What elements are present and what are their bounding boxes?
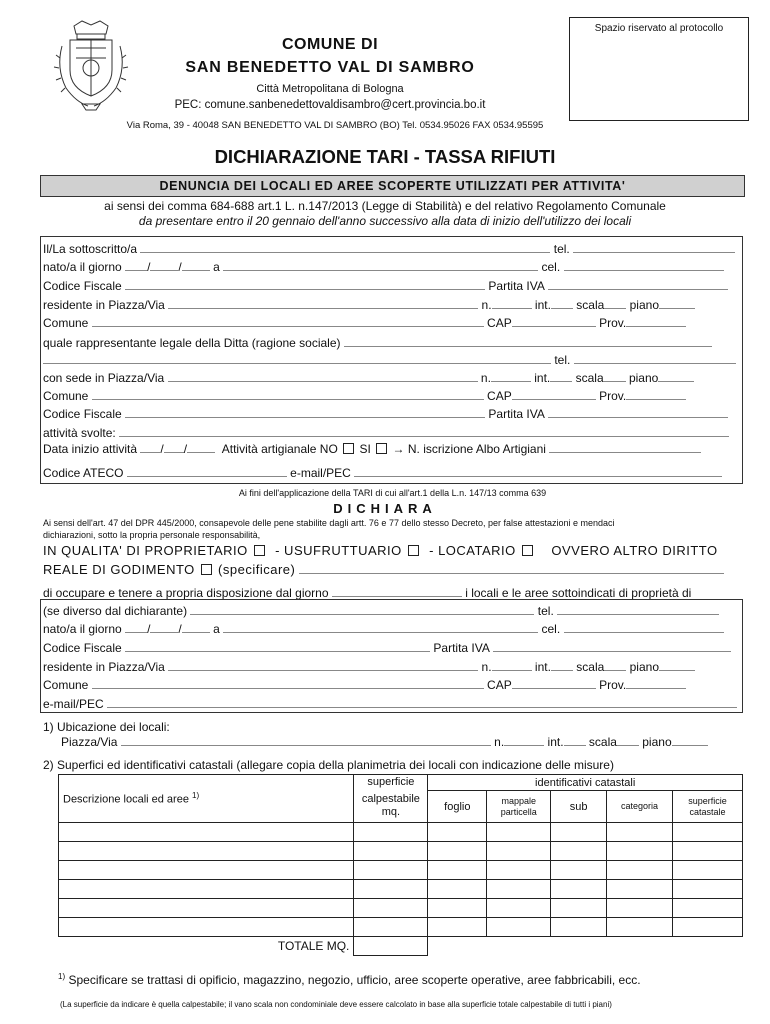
owner-cel-field[interactable]	[564, 622, 724, 633]
header-sup-catastale: superficie catastale	[673, 791, 743, 823]
birth-day-field[interactable]	[125, 260, 147, 271]
owner-scala-field[interactable]	[604, 660, 626, 671]
sede-piano-field[interactable]	[658, 371, 694, 382]
header-desc: Descrizione locali ed aree $^{1)}$	[59, 775, 354, 823]
totale-label: TOTALE MQ.	[277, 939, 350, 954]
subtitle-deadline: da presentare entro il 20 gennaio dell'anno successivo alla data di inizio dell'utilizzo dei locali	[138, 214, 632, 228]
ragione-sociale-field-2[interactable]	[43, 353, 551, 364]
header-categoria: categoria	[607, 791, 673, 823]
attivita-row: attività svolte:	[43, 425, 729, 441]
ragione-sociale-field[interactable]	[344, 336, 712, 347]
start-year-field[interactable]	[187, 442, 215, 453]
sede-scala-field[interactable]	[604, 371, 626, 382]
sede-comune-row: Comune CAP Prov.	[43, 388, 686, 404]
birth-place-field[interactable]	[223, 260, 538, 271]
owner-comune-field[interactable]	[92, 678, 484, 689]
owner-number-field[interactable]	[492, 660, 532, 671]
owner-int-field[interactable]	[551, 660, 573, 671]
protocol-label: Spazio riservato al protocollo	[594, 23, 724, 34]
attivita-field[interactable]	[119, 426, 729, 437]
table-row[interactable]	[59, 899, 743, 918]
birth-month-field[interactable]	[150, 260, 178, 271]
ubicazione-number-field[interactable]	[504, 735, 544, 746]
footnote-1: $^{1)}$ Specificare se trattasi di opificio, magazzino, negozio, ufficio, aree scoperte operative, aree fabbricabili, ecc.	[58, 972, 641, 987]
header-sub: sub	[551, 791, 607, 823]
legale-row: quale rappresentante legale della Ditta (ragione sociale)	[43, 335, 712, 351]
owner-comune-row: Comune CAP Prov.	[43, 677, 686, 693]
occupare-row: di occupare e tenere a propria disposizione dal giorno i locali e le aree sottoindicati di proprietà di	[43, 586, 692, 600]
usufruttuario-checkbox[interactable]	[408, 545, 419, 556]
data-inizio-row: Data inizio attività / / Attività artigianale NO SI → N. iscrizione Albo Artigiani	[43, 441, 701, 457]
ubicazione-title: 1) Ubicazione dei locali:	[43, 720, 170, 734]
totale-row	[59, 937, 743, 956]
owner-cf-row: Codice Fiscale Partita IVA	[43, 640, 731, 656]
table-row[interactable]	[59, 842, 743, 861]
sede-comune-field[interactable]	[92, 389, 484, 400]
legale-row2: tel.	[43, 352, 736, 368]
header-identificativi: identificativi catastali	[428, 775, 743, 791]
sede-prov-field[interactable]	[626, 389, 686, 400]
owner-name-field[interactable]	[190, 604, 534, 615]
owner-residente-field[interactable]	[168, 660, 478, 671]
subtitle-law: ai sensi dei comma 684-688 art.1 L. n.147/2013 (Legge di Stabilità) e del relativo Regolamento Comunale	[104, 199, 666, 213]
ateco-field[interactable]	[127, 466, 287, 477]
occupation-date-field[interactable]	[332, 586, 462, 597]
table-row[interactable]	[59, 918, 743, 937]
ubicazione-scala-field[interactable]	[617, 735, 639, 746]
owner-residente-row: residente in Piazza/Via n. int. scala piano	[43, 659, 695, 675]
ateco-row: Codice ATECO e-mail/PEC	[43, 465, 722, 481]
residente-field[interactable]	[168, 298, 478, 309]
ditta-cf-row: Codice Fiscale Partita IVA	[43, 406, 728, 422]
qualita-row: IN QUALITA' DI PROPRIETARIO - USUFRUTTUARIO - LOCATARIO OVVERO ALTRO DIRITTO	[43, 543, 718, 558]
header-comune: COMUNE DI	[281, 36, 379, 53]
altro-diritto-checkbox[interactable]	[201, 564, 212, 575]
ubicazione-field[interactable]	[121, 735, 491, 746]
header-superficie: superficie	[354, 775, 428, 791]
artigianale-si-checkbox[interactable]	[376, 443, 387, 454]
header-pec: PEC: comune.sanbenedettovaldisambro@cert.provincia.bo.it	[174, 99, 486, 111]
owner-cap-field[interactable]	[512, 678, 596, 689]
comune-field[interactable]	[92, 316, 484, 327]
ditta-tel-field[interactable]	[574, 353, 736, 364]
ubicazione-int-field[interactable]	[564, 735, 586, 746]
ditta-email-field[interactable]	[354, 466, 722, 477]
locatario-checkbox[interactable]	[522, 545, 533, 556]
sensi-line-1: Ai sensi dell'art. 47 del DPR 445/2000, consapevole delle pene stabilite dagli artt. 76 e 77 dello stesso Decreto, per false attestazioni e mendaci	[43, 518, 615, 528]
tel-field[interactable]	[573, 242, 735, 253]
birth-year-field[interactable]	[182, 260, 210, 271]
sede-number-field[interactable]	[491, 371, 531, 382]
table-header-row-1	[59, 775, 743, 791]
prov-field[interactable]	[626, 316, 686, 327]
int-field[interactable]	[551, 298, 573, 309]
owner-email-field[interactable]	[107, 697, 737, 708]
start-month-field[interactable]	[164, 442, 184, 453]
residente-row: residente in Piazza/Via n. int. scala piano	[43, 297, 695, 313]
table-row[interactable]	[59, 880, 743, 899]
dichiara-title: DICHIARA	[333, 501, 437, 516]
owner-birth-month-field[interactable]	[150, 622, 178, 633]
arrow-icon: →	[392, 442, 405, 456]
owner-nato-row: nato/a il giorno / / a cel.	[43, 621, 724, 637]
start-day-field[interactable]	[140, 442, 160, 453]
owner-tel-field[interactable]	[557, 604, 719, 615]
cap-field[interactable]	[512, 316, 596, 327]
owner-piano-field[interactable]	[659, 660, 695, 671]
protocol-box	[569, 17, 749, 121]
footnote-2: (La superficie da indicare è quella calpestabile; il vano scala non condominiale deve essere calcolato in base alla superficie totale calpestabile di tutti i piani)	[60, 1000, 612, 1009]
ai-fini-text: Ai fini dell'applicazione della TARI di cui all'art.1 della L.n. 147/13 comma 639	[238, 488, 547, 498]
ubicazione-piano-field[interactable]	[672, 735, 708, 746]
superfici-title: 2) Superfici ed identificativi catastali (allegare copia della planimetria dei locali con indicazione delle misure)	[43, 758, 614, 772]
sede-cap-field[interactable]	[512, 389, 596, 400]
diverso-row: (se diverso dal dichiarante) tel.	[43, 603, 719, 619]
owner-email-row: e-mail/PEC	[43, 696, 737, 712]
nato-row: nato/a il giorno / / a cel.	[43, 259, 724, 275]
sottoscritto-field[interactable]	[140, 242, 550, 253]
section-band: DENUNCIA DEI LOCALI ED AREE SCOPERTE UTILIZZATI PER ATTIVITA'	[40, 175, 745, 197]
header-metro: Città Metropolitana di Bologna	[256, 83, 404, 95]
comune-row: Comune CAP Prov.	[43, 315, 686, 331]
ubicazione-row: Piazza/Via n. int. scala piano	[61, 734, 708, 750]
cel-field[interactable]	[564, 260, 724, 271]
owner-prov-field[interactable]	[626, 678, 686, 689]
albo-field[interactable]	[549, 442, 701, 453]
totale-field[interactable]	[354, 937, 428, 956]
header-town: SAN BENEDETTO VAL DI SAMBRO	[185, 59, 475, 76]
specificare-field[interactable]	[299, 563, 724, 574]
piano-field[interactable]	[659, 298, 695, 309]
table-row[interactable]	[59, 861, 743, 880]
owner-piva-field[interactable]	[493, 641, 731, 652]
sede-row: con sede in Piazza/Via n. int. scala piano	[43, 370, 694, 386]
ditta-piva-field[interactable]	[548, 407, 728, 418]
sensi-line-2: dichiarazioni, sotto la propria personale responsabilità,	[43, 530, 261, 540]
civic-number-field[interactable]	[492, 298, 532, 309]
owner-birth-place-field[interactable]	[223, 622, 538, 633]
owner-birth-year-field[interactable]	[182, 622, 210, 633]
sede-field[interactable]	[168, 371, 478, 382]
header-calpestabile: calpestabile mq.	[354, 791, 428, 823]
scala-field[interactable]	[604, 298, 626, 309]
document-title: DICHIARAZIONE TARI - TASSA RIFIUTI	[214, 146, 556, 167]
cf-field[interactable]	[125, 279, 485, 290]
artigianale-no-checkbox[interactable]	[343, 443, 354, 454]
proprietario-checkbox[interactable]	[254, 545, 265, 556]
header-mappale: mappale particella	[487, 791, 551, 823]
surfaces-table	[58, 774, 743, 956]
owner-birth-day-field[interactable]	[125, 622, 147, 633]
reale-row: REALE DI GODIMENTO (specificare)	[43, 562, 724, 578]
piva-field[interactable]	[548, 279, 728, 290]
cf-row: Codice Fiscale Partita IVA	[43, 278, 728, 294]
ditta-cf-field[interactable]	[125, 407, 485, 418]
sede-int-field[interactable]	[550, 371, 572, 382]
header-foglio: foglio	[428, 791, 487, 823]
header-address: Via Roma, 39 - 40048 SAN BENEDETTO VAL DI SAMBRO (BO) Tel. 0534.95026 FAX 0534.95595	[126, 120, 544, 131]
sottoscritto-row: Il/La sottoscritto/a tel.	[43, 241, 735, 257]
owner-cf-field[interactable]	[125, 641, 430, 652]
table-row[interactable]	[59, 823, 743, 842]
